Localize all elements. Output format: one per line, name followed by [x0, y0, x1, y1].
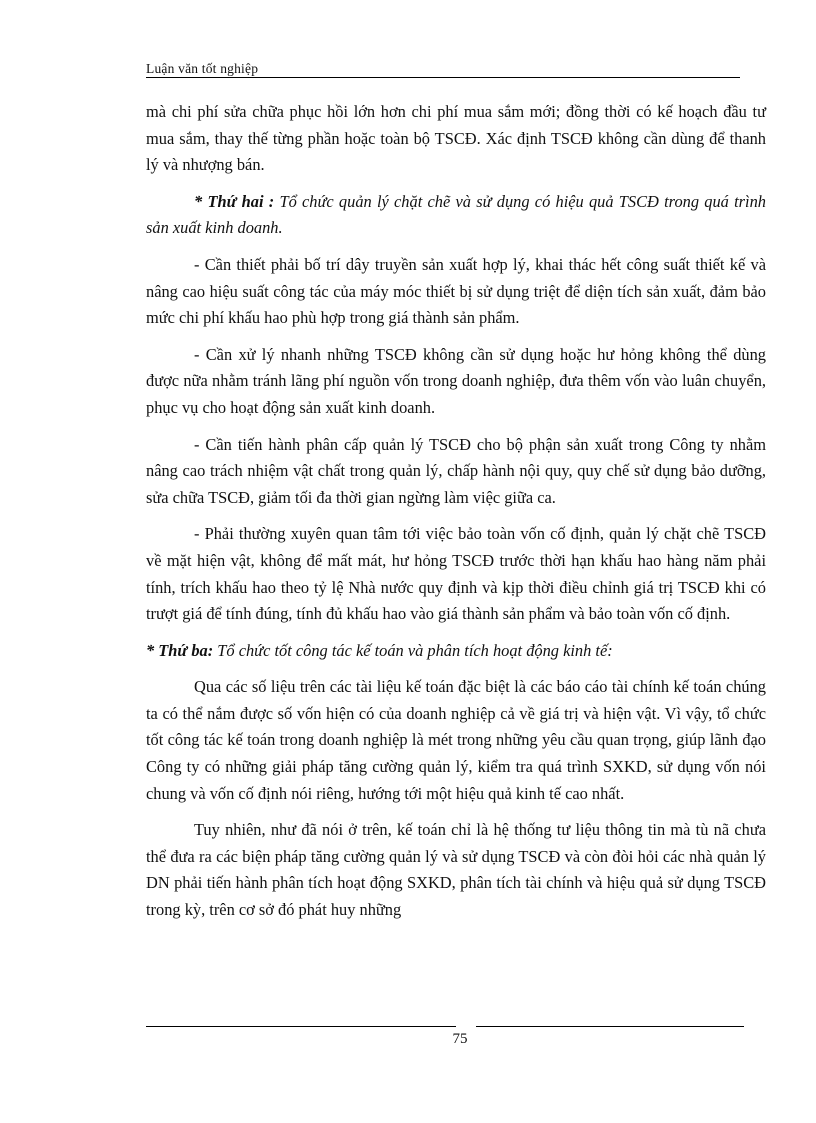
- paragraph-7-lead: * Thứ ba:: [146, 640, 214, 660]
- paragraph-2-text: Tổ chức quản lý chặt chẽ và sử dụng có hiệu quả TSCĐ trong quá trình sản xuất kinh doanh.: [146, 191, 766, 238]
- paragraph-9: Tuy nhiên, như đã nói ở trên, kế toán chỉ là hệ thống tư liệu thông tin mà tù nã chưa thể đưa ra các biện pháp tăng cường quản lý và sử dụng TSCĐ và còn đòi hỏi các nhà quản lý DN phải tiến hành phân tích hoạt động SXKD, phân tích tài chính và hiệu quả sử dụng TSCĐ trong kỳ, trên cơ sở đó phát huy những: [146, 820, 766, 920]
- paragraph-3: - Cần thiết phải bố trí dây truyền sản xuất hợp lý, khai thác hết công suất thiết kế và nâng cao hiệu suất công tác của máy móc thiết bị sử dụng triệt để diện tích sản xuất, đảm bảo mức chi phí khấu hao phù hợp trong giá thành sản phẩm.: [146, 254, 766, 328]
- paragraph-7: [146, 638, 766, 665]
- footer-rule-right: [476, 1026, 744, 1027]
- paragraph-1: mà chi phí sửa chữa phục hồi lớn hơn chi phí mua sắm mới; đồng thời có kế hoạch đầu tư mua sắm, thay thế từng phần hoặc toàn bộ TSCĐ. Xác định TSCĐ không cần dùng để thanh lý và nhượng bán.: [146, 102, 766, 175]
- header-title: Luận văn tốt nghiệp: [146, 61, 259, 76]
- document-body: [146, 99, 766, 934]
- paragraph-4: - Cần xử lý nhanh những TSCĐ không cần sử dụng hoặc hư hỏng không thể dùng được nữa nhằm tránh lãng phí nguồn vốn trong doanh nghiệp, đưa thêm vốn vào luân chuyển, phục vụ cho hoạt động sản xuất kinh doanh.: [146, 344, 766, 417]
- paragraph-8: Qua các số liệu trên các tài liệu kế toán đặc biệt là các báo cáo tài chính kế toán chúng ta có thể nắm được số vốn hiện có của doanh nghiệp cả về giá trị và hiện vật. Vì vậy, tổ chức tốt công tác kế toán trong doanh nghiệp là mét trong những yêu cầu quan trọng, giúp lãnh đạo Công ty có những giải pháp tăng cường quản lý, kiểm tra quá trình SXKD, sử dụng vốn nói chung và vốn cố định nói riêng, hướng tới một hiệu quả kinh tế cao nhất.: [146, 677, 766, 803]
- paragraph-2-lead: * Thứ hai :: [194, 191, 275, 211]
- paragraph-6: - Phải thường xuyên quan tâm tới việc bảo toàn vốn cố định, quản lý chặt chẽ TSCĐ về mặt hiện vật, không để mất mát, hư hỏng TSCĐ trước thời hạn khấu hao hàng năm phải tính, trích khấu hao theo tỷ lệ Nhà nước quy định và kịp thời điều chỉnh giá trị TSCĐ khi có trượt giá để tính đúng, tính đủ khấu hao vào giá thành sản phẩm và bảo toàn vốn cố định.: [146, 524, 766, 624]
- footer-rule-left: [146, 1026, 456, 1027]
- paragraph-7-text: Tổ chức tốt công tác kế toán và phân tích hoạt động kinh tế:: [213, 640, 613, 660]
- page-number: 75: [452, 1031, 468, 1047]
- paragraph-2: [146, 189, 766, 242]
- page-header: [146, 60, 740, 78]
- paragraph-5: - Cần tiến hành phân cấp quản lý TSCĐ cho bộ phận sản xuất trong Công ty nhằm nâng cao trách nhiệm vật chất trong quản lý, chấp hành nội quy, quy chế sử dụng bảo dưỡng, sửa chữa TSCĐ, giảm tối đa thời gian ngừng làm việc giữa ca.: [146, 434, 766, 507]
